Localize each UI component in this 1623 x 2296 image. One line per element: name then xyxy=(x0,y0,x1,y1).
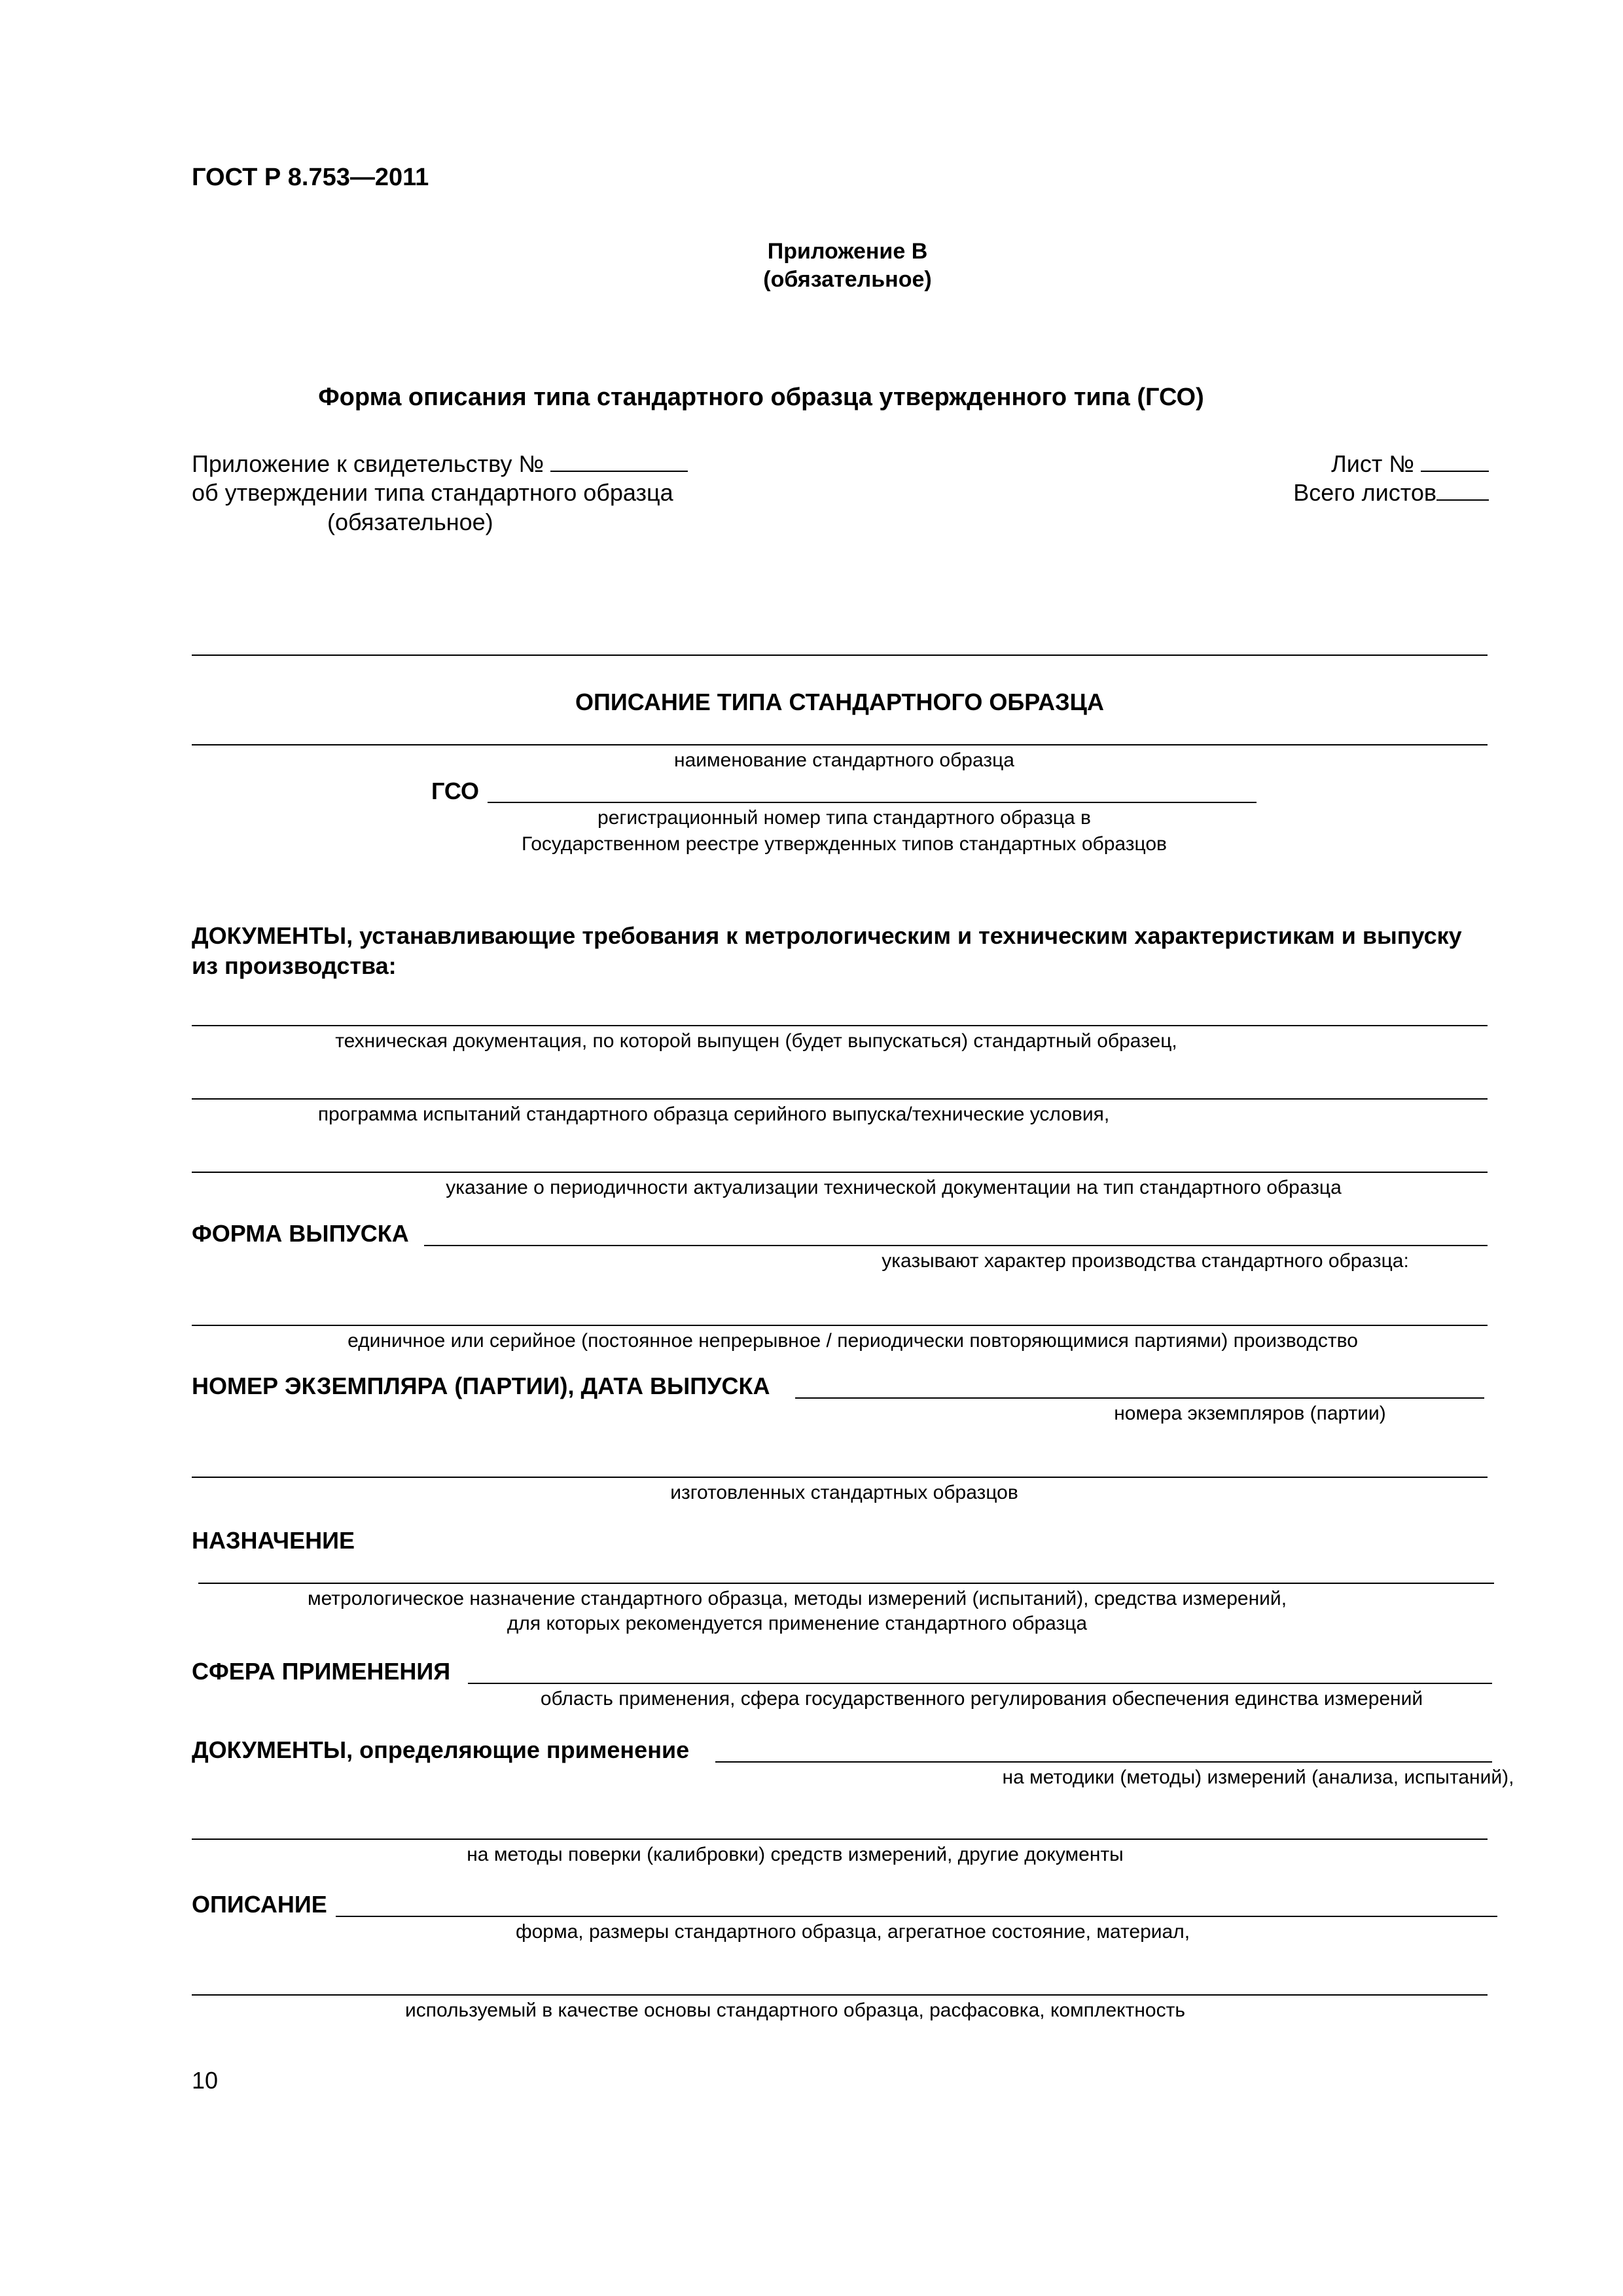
gso-label: ГСО xyxy=(431,778,480,804)
documents-label-line-2: из производства: xyxy=(192,952,397,979)
batch-field-line-2[interactable] xyxy=(192,1477,1488,1478)
description-label: ОПИСАНИЕ xyxy=(192,1891,327,1918)
purpose-label: НАЗНАЧЕНИЕ xyxy=(192,1527,355,1554)
gso-hint-1: регистрационный номер типа стандартного образца в xyxy=(597,807,1091,829)
release-form-hint-1: указывают характер производства стандартного образца: xyxy=(882,1250,1409,1272)
documents-label-bold: ДОКУМЕНТЫ xyxy=(192,922,347,949)
scope-field-line[interactable] xyxy=(468,1683,1492,1684)
total-sheets-row xyxy=(1113,478,1489,507)
sheet-number-field[interactable] xyxy=(1421,451,1489,472)
release-form-field-line[interactable] xyxy=(424,1245,1488,1246)
certificate-number-field[interactable] xyxy=(550,451,688,472)
sheet-number-label: Лист № xyxy=(1331,450,1414,477)
documents-hint-2: программа испытаний стандартного образца серийного выпуска/технические условия, xyxy=(317,1103,1110,1125)
certificate-line-3: (обязательное) xyxy=(327,509,493,535)
appendix-status: (обязательное) xyxy=(763,267,932,292)
batch-label: НОМЕР ЭКЗЕМПЛЯРА (ПАРТИИ), ДАТА ВЫПУСКА xyxy=(192,1372,770,1399)
app-docs-hint-1: на методики (методы) измерений (анализа, испытаний), xyxy=(1002,1767,1514,1788)
documents-label-rest: , устанавливающие требования к метрологическим и техническим характеристикам и выпуску xyxy=(346,922,1462,949)
batch-hint-2: изготовленных стандартных образцов xyxy=(670,1482,1018,1503)
appendix-title: Приложение В xyxy=(767,239,928,264)
app-docs-hint-2: на методы поверки (калибровки) средств измерений, другие документы xyxy=(467,1844,1124,1865)
app-docs-label: ДОКУМЕНТЫ, определяющие применение xyxy=(192,1736,690,1763)
release-form-label: ФОРМА ВЫПУСКА xyxy=(192,1220,409,1247)
page-number: 10 xyxy=(192,2067,219,2094)
description-field-line-2[interactable] xyxy=(192,1994,1488,1996)
release-form-field-line-2[interactable] xyxy=(192,1325,1488,1326)
release-form-hint-2: единичное или серийное (постоянное непрерывное / периодически повторяющимися партиями) производство xyxy=(348,1330,1358,1352)
documents-field-line-1[interactable] xyxy=(192,1025,1488,1026)
documents-field-line-2[interactable] xyxy=(192,1098,1488,1100)
description-hint-2: используемый в качестве основы стандартного образца, расфасовка, комплектность xyxy=(405,2000,1185,2021)
documents-hint-3: указание о периодичности актуализации технической документации на тип стандартного образца xyxy=(446,1177,1342,1198)
name-hint: наименование стандартного образца xyxy=(674,749,1014,771)
divider-top xyxy=(192,655,1488,656)
app-docs-field-line[interactable] xyxy=(715,1761,1492,1763)
document-code: ГОСТ Р 8.753—2011 xyxy=(192,164,429,191)
documents-label xyxy=(192,922,1462,950)
purpose-hint-1: метрологическое назначение стандартного образца, методы измерений (испытаний), средства измерений, xyxy=(307,1588,1287,1609)
gso-field-line[interactable] xyxy=(488,802,1257,803)
app-docs-field-line-2[interactable] xyxy=(192,1839,1488,1840)
documents-hint-1: техническая документация, по которой выпущен (будет выпускаться) стандартный образец, xyxy=(335,1030,1177,1052)
sheet-number-row xyxy=(1113,450,1489,478)
batch-field-line[interactable] xyxy=(795,1397,1484,1399)
documents-field-line-3[interactable] xyxy=(192,1172,1488,1173)
name-field-line[interactable] xyxy=(192,744,1488,745)
scope-label: СФЕРА ПРИМЕНЕНИЯ xyxy=(192,1658,451,1685)
description-hint-1: форма, размеры стандартного образца, агрегатное состояние, материал, xyxy=(515,1921,1190,1943)
certificate-line-2: об утверждении типа стандартного образца xyxy=(192,479,673,506)
certificate-number-label: Приложение к свидетельству № xyxy=(192,450,544,477)
certificate-line-1 xyxy=(192,450,688,478)
description-field-line[interactable] xyxy=(336,1916,1497,1917)
section-title: ОПИСАНИЕ ТИПА СТАНДАРТНОГО ОБРАЗЦА xyxy=(575,689,1104,715)
form-title: Форма описания типа стандартного образца утвержденного типа (ГСО) xyxy=(318,384,1204,411)
purpose-hint-2: для которых рекомендуется применение стандартного образца xyxy=(507,1613,1088,1634)
purpose-field-line[interactable] xyxy=(198,1583,1494,1584)
total-sheets-label: Всего листов xyxy=(1293,479,1436,506)
gso-hint-2: Государственном реестре утвержденных типов стандартных образцов xyxy=(521,833,1167,855)
batch-hint-1: номера экземпляров (партии) xyxy=(1114,1403,1386,1424)
scope-hint: область применения, сфера государственного регулирования обеспечения единства измерений xyxy=(540,1688,1423,1710)
total-sheets-field[interactable] xyxy=(1436,480,1489,501)
